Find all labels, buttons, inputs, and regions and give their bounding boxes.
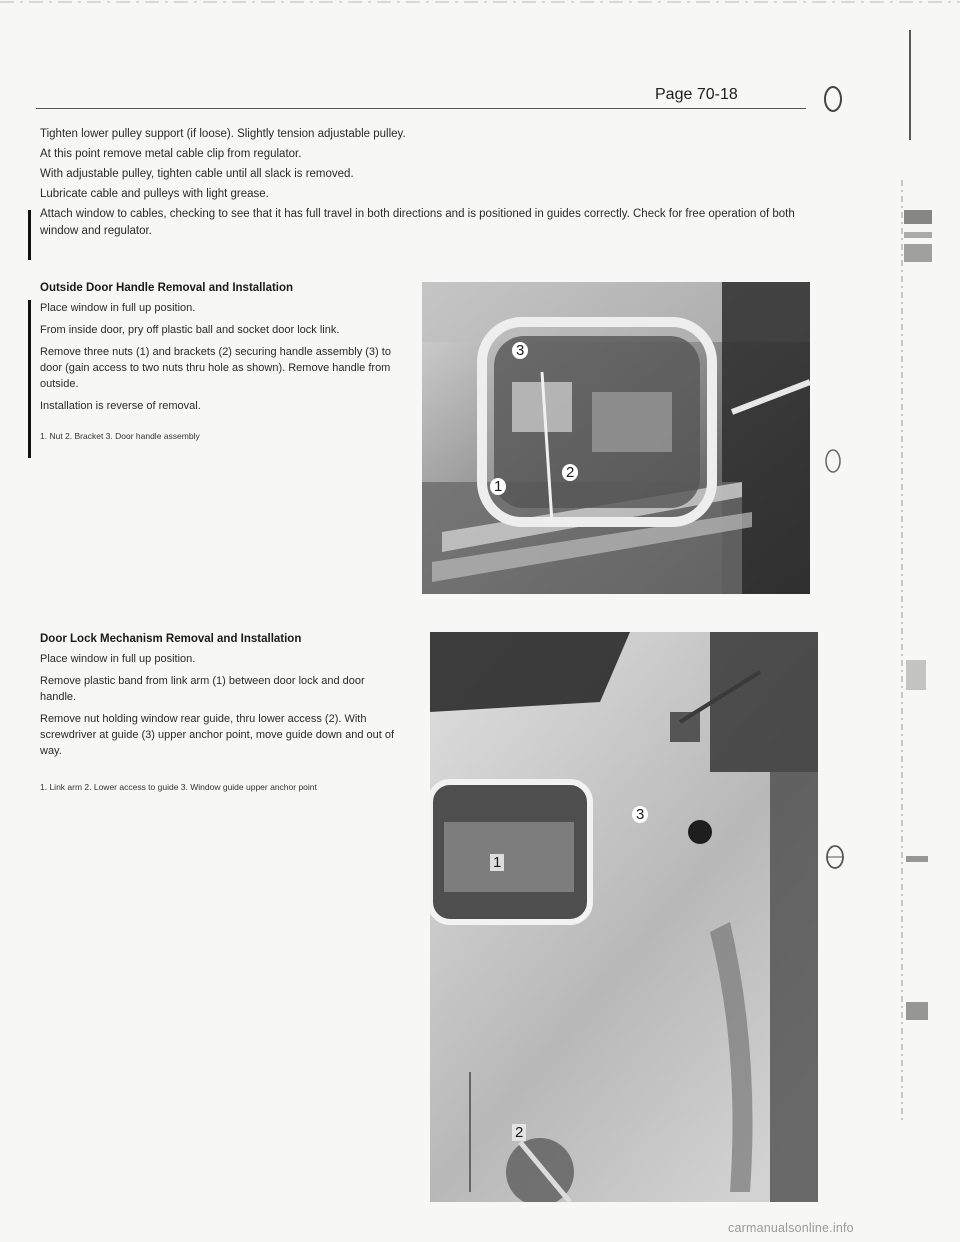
section-paragraph: Remove plastic band from link arm (1) between door lock and door handle. <box>40 675 365 703</box>
photo-caption: 1. Nut 2. Bracket 3. Door handle assembly <box>40 431 200 441</box>
section-paragraph: Place window in full up position. <box>40 653 196 665</box>
binder-hole-icon <box>824 842 846 872</box>
left-margin-bar-top <box>28 210 31 260</box>
intro-instructions <box>40 124 830 240</box>
photo-callout: 3 <box>512 342 528 359</box>
intro-line: Tighten lower pulley support (if loose). Slightly tension adjustable pulley. <box>40 128 406 140</box>
photo-callout: 2 <box>562 464 578 481</box>
binder-hole-icon <box>822 84 844 114</box>
section-title: Outside Door Handle Removal and Installation <box>40 282 294 294</box>
section-paragraph: From inside door, pry off plastic ball and socket door lock link. <box>40 324 340 336</box>
header-rule <box>36 108 806 109</box>
photo-callout: 3 <box>632 806 648 823</box>
section-outside-door-handle <box>40 282 400 442</box>
scan-top-artifact <box>0 0 960 4</box>
section-paragraph: Remove three nuts (1) and brackets (2) securing handle assembly (3) to door (gain access to two nuts thru hole as shown). Remove handle from outside. <box>40 346 391 390</box>
photo-callout: 1 <box>490 854 504 871</box>
binder-hole-icon <box>822 446 844 476</box>
section-paragraph: Installation is reverse of removal. <box>40 400 201 412</box>
left-margin-bar-middle <box>28 300 31 458</box>
intro-line: With adjustable pulley, tighten cable until all slack is removed. <box>40 168 354 180</box>
photo-callout: 1 <box>490 478 506 495</box>
photo-outside-door-handle <box>422 282 810 594</box>
intro-line: At this point remove metal cable clip from regulator. <box>40 148 302 160</box>
section-paragraph: Place window in full up position. <box>40 302 196 314</box>
section-door-lock-mechanism <box>40 633 400 793</box>
watermark-site: carmanualsonline.info <box>728 1221 854 1235</box>
photo-caption: 1. Link arm 2. Lower access to guide 3. Window guide upper anchor point <box>40 782 317 792</box>
section-paragraph: Remove nut holding window rear guide, thru lower access (2). With screwdriver at guide (3) upper anchor point, move guide down and out of way. <box>40 713 395 757</box>
page-number: Page 70-18 <box>655 86 738 103</box>
intro-line: Attach window to cables, checking to see that it has full travel in both directions and is positioned in guides correctly. Check for free operation of both window and regulator. <box>40 208 795 237</box>
section-title: Door Lock Mechanism Removal and Installation <box>40 633 302 645</box>
photo-callout: 2 <box>512 1124 526 1141</box>
photo-door-lock-mechanism <box>430 632 818 1202</box>
scan-margin-artifacts <box>880 0 960 1242</box>
intro-line: Lubricate cable and pulleys with light grease. <box>40 188 269 200</box>
